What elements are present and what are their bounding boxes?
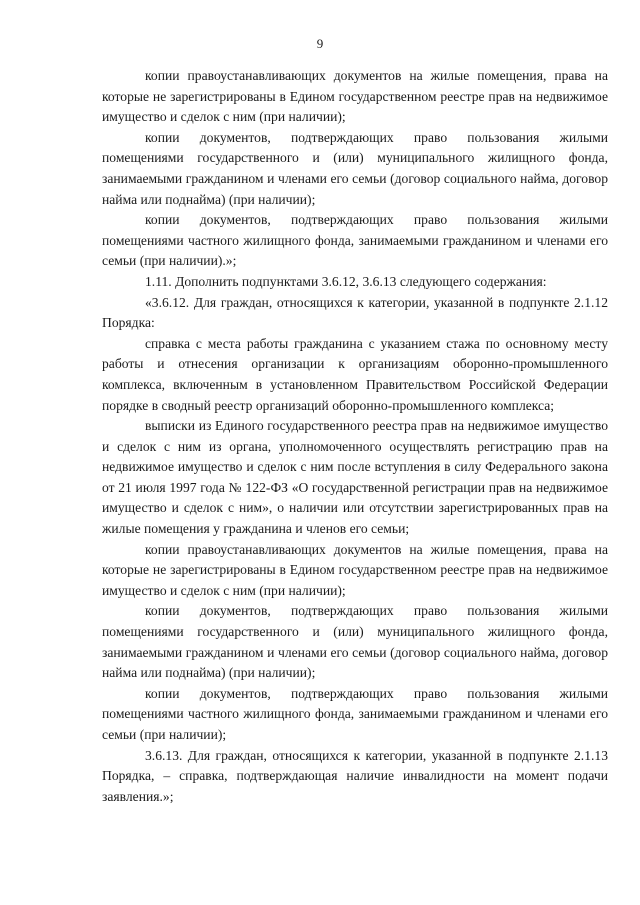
- paragraph: справка с места работы гражданина с указанием стажа по основному месту работы и отнесения организации к организациям оборонно-промышленного комплекса, включенным в установленном Правительством Российской Федерации порядке в сводный реестр организаций оборонно-промышленного комплекса;: [102, 335, 608, 413]
- paragraph: копии документов, подтверждающих право пользования жилыми помещениями частного жилищного фонда, занимаемыми гражданином и членами его семьи (при наличии);: [102, 685, 608, 742]
- paragraph: 1.11. Дополнить подпунктами 3.6.12, 3.6.13 следующего содержания:: [145, 273, 547, 289]
- paragraph: «3.6.12. Для граждан, относящихся к категории, указанной в подпункте 2.1.12 Порядка:: [102, 294, 608, 331]
- paragraph: копии документов, подтверждающих право пользования жилыми помещениями государственного и (или) муниципального жилищного фонда, занимаемыми гражданином и членами его семьи (договор социального найма, договор найма или поднайма) (при наличии);: [102, 603, 608, 681]
- paragraph: копии правоустанавливающих документов на жилые помещения, права на которые не зарегистрированы в Едином государственном реестре прав на недвижимое имущество и сделок с ним (при наличии);: [102, 68, 608, 125]
- page-number: 9: [316, 36, 324, 51]
- paragraph: 3.6.13. Для граждан, относящихся к категории, указанной в подпункте 2.1.13 Порядка, – справка, подтверждающая наличие инвалидности на момент подачи заявления.»;: [102, 747, 608, 804]
- paragraph: копии документов, подтверждающих право пользования жилыми помещениями частного жилищного фонда, занимаемыми гражданином и членами его семьи (при наличии).»;: [102, 212, 608, 269]
- paragraph: копии правоустанавливающих документов на жилые помещения, права на которые не зарегистрированы в Едином государственном реестре прав на недвижимое имущество и сделок с ним (при наличии);: [102, 541, 608, 598]
- document-body: [102, 66, 608, 807]
- paragraph: выписки из Единого государственного реестра прав на недвижимое имущество и сделок с ним из органа, уполномоченного осуществлять регистрацию прав на недвижимое имущество и сделок с ним после вступления в силу Федерального закона от 21 июля 1997 года № 122-ФЗ «О государственной регистрации прав на недвижимое имущество и сделок с ним», о наличии или отсутствии зарегистрированных прав на жилые помещения у гражданина и членов его семьи;: [102, 418, 608, 537]
- paragraph: копии документов, подтверждающих право пользования жилыми помещениями государственного и (или) муниципального жилищного фонда, занимаемыми гражданином и членами его семьи (договор социального найма, договор найма или поднайма) (при наличии);: [102, 129, 608, 207]
